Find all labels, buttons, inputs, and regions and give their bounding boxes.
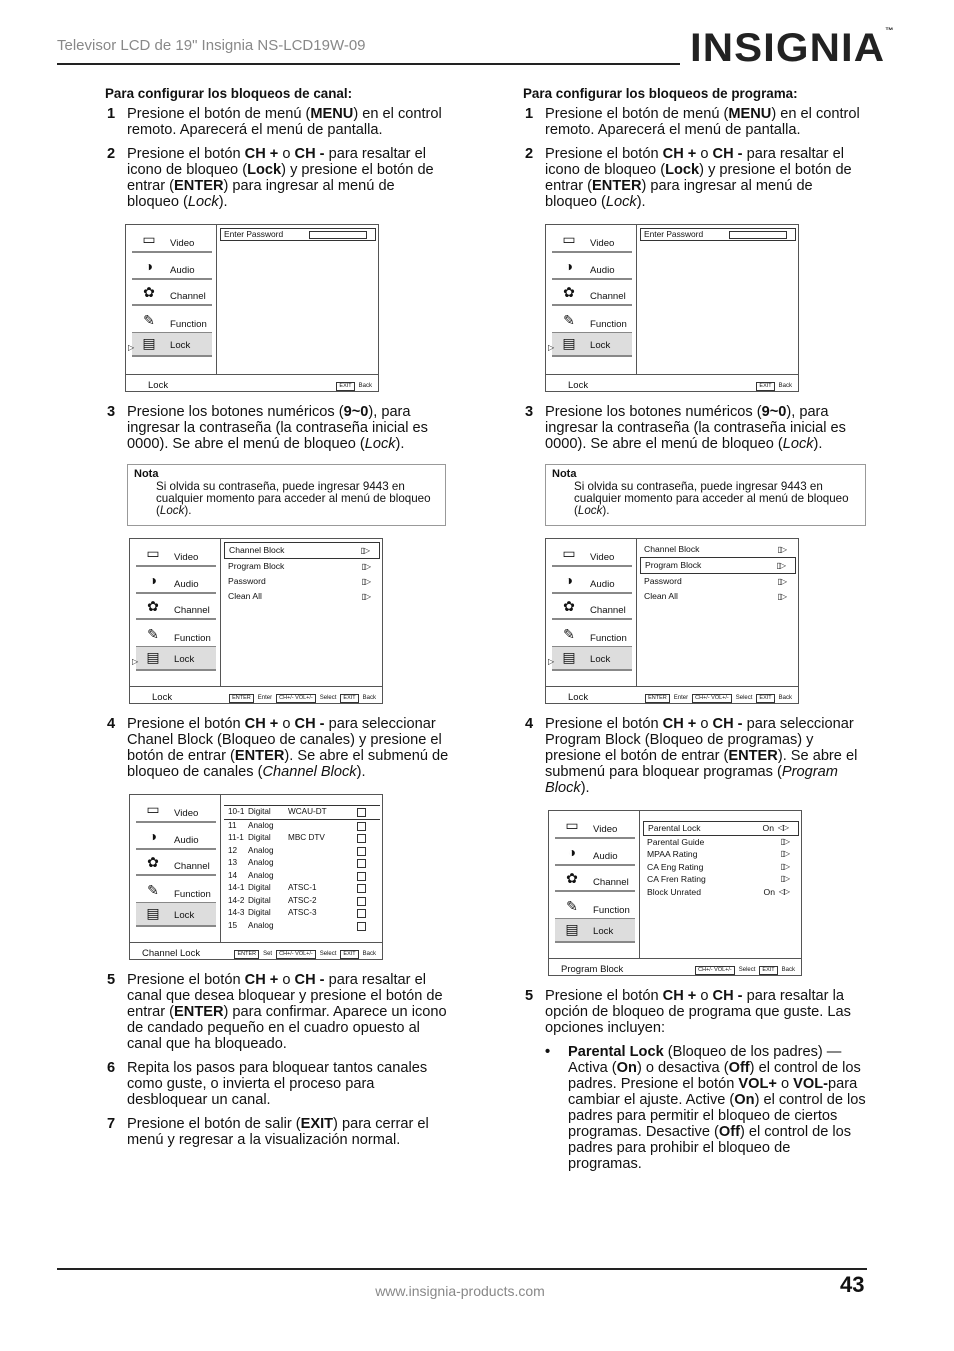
pointer-icon: ▷ xyxy=(128,343,135,352)
page-number: 43 xyxy=(840,1272,865,1297)
bullet-parental-lock: • Parental Lock (Bloqueo de los padres) — Activa (On) o desactiva (Off) el control de los padres. Presione el botón VOL+ o VOL-para cambiar el ajuste. Active (On) el control de los padres para permitir el bloqueo de ciertos programas. Desactive (Off) el control de los padres para prohibir el bloqueo de programas. xyxy=(545,1044,866,1172)
left-step-3: 3 Presione los botones numéricos (9~0), para ingresar la contraseña (la contraseña inicial es 0000). Se abre el menú de bloqueo (Lock). xyxy=(107,404,428,452)
channel-row: 14-3 Digital ATSC-3 xyxy=(224,907,380,920)
left-step-7: 7 Presione el botón de salir (EXIT) para cerrar el menú y regresar a la visualización normal. xyxy=(107,1116,429,1148)
right-step-4: 4 Presione el botón CH + o CH - para seleccionar Program Block (Bloqueo de programas) y presione el botón de entrar (ENTER). Se abre el submenú para bloquear programas (Program Block). xyxy=(525,716,858,796)
channel-row: 11 Analog xyxy=(224,820,380,833)
channel-row: 14-2 Digital ATSC-2 xyxy=(224,895,380,908)
channel-row: 14 Analog xyxy=(224,870,380,883)
program-block-screenshot: ▭ Video ◑ Audio ✿ Channel ✎ Function ▤ Lock Parental Lock On ◁▷ Parental Guide ▯▷ MPAA Rating ▯▷ CA Eng Rating ▯▷ CA Fren Rating ▯▷ Block Unrated On ◁▷ Program Block CH+/- VOL+/- Select EXIT Back xyxy=(548,810,802,976)
footer-rule xyxy=(57,1268,867,1270)
lock-checkbox xyxy=(357,897,366,906)
left-step-2: 2 Presione el botón CH + o CH - para resaltar el icono de bloqueo (Lock) y presione el botón de entrar (ENTER) para ingresar al menú de bloqueo (Lock). xyxy=(107,146,434,210)
lock-checkbox xyxy=(357,909,366,918)
program-row: Block Unrated On ◁▷ xyxy=(647,886,789,897)
right-step-2: 2 Presione el botón CH + o CH - para resaltar el icono de bloqueo (Lock) y presione el botón de entrar (ENTER) para ingresar al menú de bloqueo (Lock). xyxy=(525,146,852,210)
left-note: Nota Si olvida su contraseña, puede ingresar 9443 en cualquier momento para acceder al menú de bloqueo (Lock). xyxy=(127,464,446,526)
left-step-5: 5 Presione el botón CH + o CH - para resaltar el canal que desea bloquear y presione el botón de entrar (ENTER) para confirmar. Aparece un icono de candado pequeño en el cuadro opuesto al canal que ha bloqueado. xyxy=(107,972,447,1052)
channel-row: 14-1 Digital ATSC-1 xyxy=(224,882,380,895)
lock-checkbox xyxy=(357,834,366,843)
left-step-1: 1 Presione el botón de menú (MENU) en el control remoto. Aparecerá el menú de pantalla. xyxy=(107,106,442,138)
program-row: MPAA Rating ▯▷ xyxy=(647,849,789,859)
channel-row: 10-1 Digital WCAU-DT xyxy=(224,805,380,820)
lock-checkbox xyxy=(357,808,366,817)
lock-checkbox xyxy=(357,872,366,881)
lock-checkbox xyxy=(357,822,366,831)
left-column xyxy=(105,86,450,1156)
right-step-5: 5 Presione el botón CH + o CH - para resaltar la opción de bloqueo de programa que guste. Las opciones incluyen: xyxy=(525,988,851,1036)
lock-checkbox xyxy=(357,884,366,893)
document-header-title: Televisor LCD de 19" Insignia NS-LCD19W-09 xyxy=(57,37,366,54)
channel-lock-screenshot: ▭ Video ◑ Audio ✿ Channel ✎ Function ▤ Lock 10-1 Digital WCAU-DT 11 Analog 11-1 Digital MBC DTV 12 Analog 13 Analog 14 Analog 14-1 Digital ATSC-1 14-2 Digital ATSC-2 14-3 Digital ATSC-3 15 Analog Channel Lock ENTER Set CH+/- VOL+/- Select EXIT Back xyxy=(129,794,383,960)
program-row: CA Eng Rating ▯▷ xyxy=(647,861,789,872)
lock-checkbox xyxy=(357,859,366,868)
insignia-logo: INSIGNIA™ xyxy=(690,26,894,70)
program-row: CA Fren Rating ▯▷ xyxy=(647,874,789,884)
right-step-3: 3 Presione los botones numéricos (9~0), para ingresar la contraseña (la contraseña inicial es 0000). Se abre el menú de bloqueo (Lock). xyxy=(525,404,846,452)
lock-checkbox xyxy=(357,847,366,856)
program-row: Parental Guide ▯▷ xyxy=(647,836,789,847)
program-row: Parental Lock On ◁▷ xyxy=(643,821,799,836)
audio-icon: ◑ xyxy=(144,258,154,274)
function-icon: ✎ xyxy=(143,312,155,328)
right-lock-menu-screenshot: ▭ Video ◑ Audio ✿ Channel ✎ Function ▷ ▤ Lock Channel Block ▯▷ Program Block ▯▷ Password ▯▷ Clean All ▯▷ Lock ENTER Enter CH+/- VOL+/- Select EXIT Back xyxy=(545,538,799,704)
video-icon: ▭ xyxy=(142,231,156,247)
footer-url: www.insignia-products.com xyxy=(375,1283,545,1299)
channel-row: 12 Analog xyxy=(224,845,380,858)
right-heading: Para configurar los bloqueos de programa: xyxy=(523,86,798,101)
lock-icon: ▤ xyxy=(142,335,156,351)
lock-checkbox xyxy=(357,922,366,931)
header-rule xyxy=(57,63,680,65)
channel-icon: ✿ xyxy=(143,284,155,300)
left-step-4: 4 Presione el botón CH + o CH - para seleccionar Chanel Block (Bloqueo de canales) y presione el botón de entrar (ENTER). Se abre el submenú de bloqueo de canales (Channel Block). xyxy=(107,716,449,780)
right-step-1: 1 Presione el botón de menú (MENU) en el control remoto. Aparecerá el menú de pantalla. xyxy=(525,106,860,138)
right-password-menu-screenshot: ▭ Video ◑ Audio ✿ Channel ✎ Function ▷ ▤ Lock Enter Password Lock EXIT Back xyxy=(545,224,799,392)
channel-row: 11-1 Digital MBC DTV xyxy=(224,832,380,845)
lock-menu-screenshot: ▭ Video ◑ Audio ✿ Channel ✎ Function ▷ ▤ Lock Channel Block ▯▷ Program Block ▯▷ Password ▯▷ Clean All ▯▷ Lock ENTER Enter CH+/- VOL+/- Select EXIT Back xyxy=(129,538,383,704)
channel-row: 13 Analog xyxy=(224,857,380,870)
channel-row: 15 Analog xyxy=(224,920,380,933)
right-column xyxy=(523,86,868,1176)
password-menu-screenshot: ▭ Video ◑ Audio ✿ Channel ✎ Function ▷ ▤ Lock Enter Password Lock EXIT Back xyxy=(125,224,379,392)
left-step-6: 6 Repita los pasos para bloquear tantos canales como guste, o invierta el proceso para desbloquear un canal. xyxy=(107,1060,428,1108)
left-heading: Para configurar los bloqueos de canal: xyxy=(105,86,353,101)
right-note: Nota Si olvida su contraseña, puede ingresar 9443 en cualquier momento para acceder al menú de bloqueo (Lock). xyxy=(545,464,866,526)
